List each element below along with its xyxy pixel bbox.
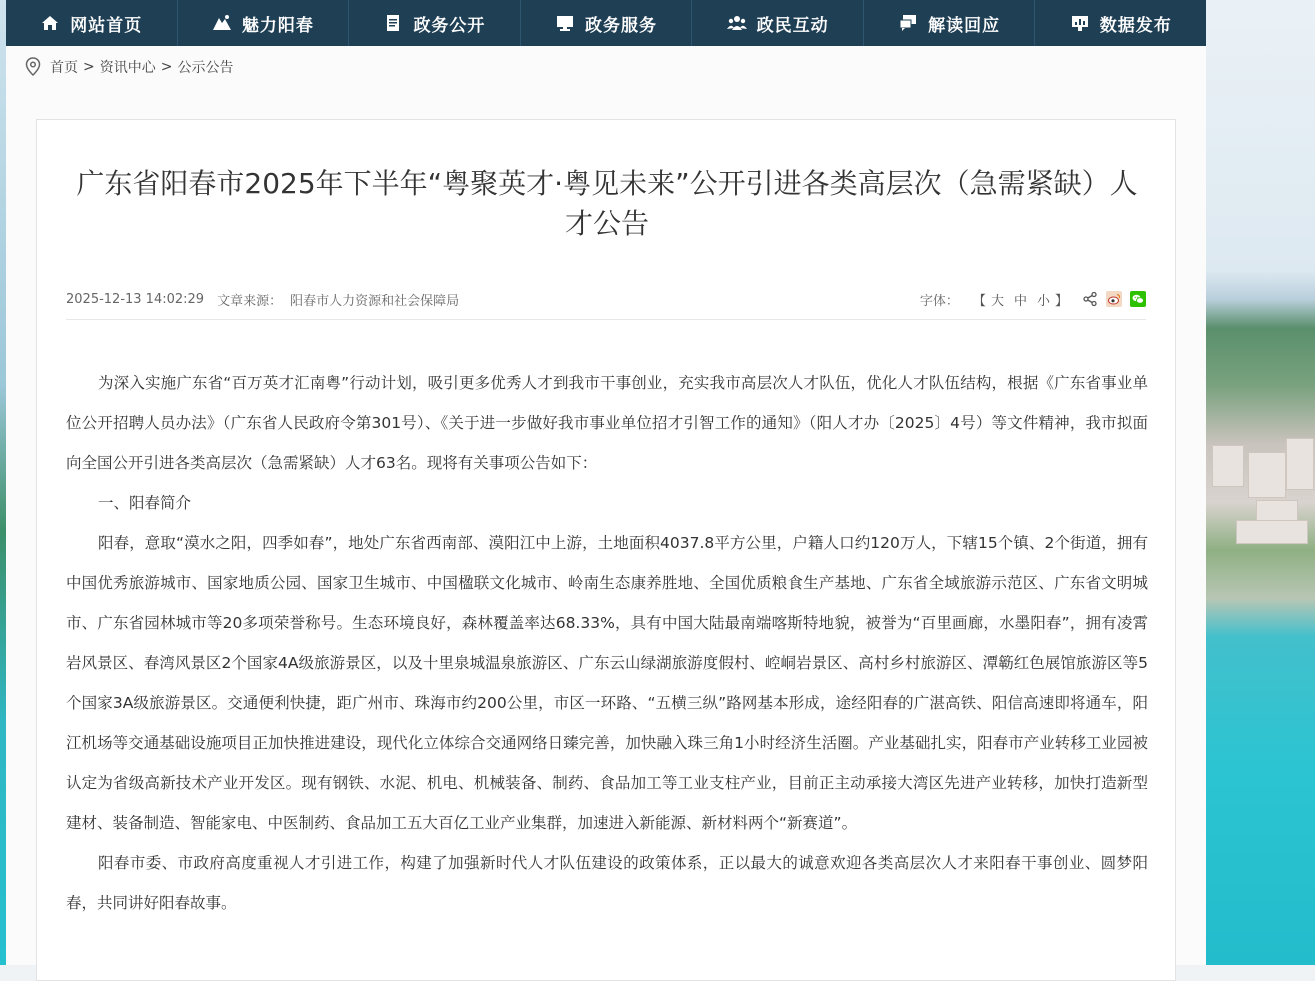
mountain-icon [212,13,232,33]
font-bracket-close: 】 [1054,293,1068,309]
article-card [36,119,1176,981]
nav-label: 政民互动 [756,15,829,36]
monitor-icon [555,13,575,33]
font-size-large[interactable]: 大 [990,293,1004,309]
paragraph: 阳春市委、市政府高度重视人才引进工作，构建了加强新时代人才队伍建设的政策体系，正以最大的诚意欢迎各类高层次人才来阳春干事创业、圆梦阳春，共同讲好阳春故事。 [66,854,1148,912]
people-icon [727,13,747,33]
nav-charm-yangchun[interactable] [178,0,350,46]
nav-home[interactable] [6,0,178,46]
page-container [6,0,1206,965]
article-tools [920,290,1146,309]
wechat-icon[interactable] [1130,291,1146,307]
nav-public-interaction[interactable] [692,0,864,46]
nav-label: 政务公开 [413,15,486,36]
document-icon [383,13,403,33]
source-value: 阳春市人力资源和社会保障局 [290,293,460,309]
paragraph: 阳春，意取“漠水之阳，四季如春”，地处广东省西南部、漠阳江中上游，土地面积4037.8平方公里，户籍人口约120万人，下辖15个镇、2个街道，拥有中国优秀旅游城市、国家地质公园、国家卫生城市、中国楹联文化城市、岭南生态康养胜地、全国优质粮食生产基地、广东省全域旅游示范区、广东省文明城市、广东省园林城市等20多项荣誉称号。生态环境良好，森林覆盖率达68.33%，具有中国大陆最南端喀斯特地貌，被誉为“百里画廊，水墨阳春”，拥有凌霄岩风景区、春湾风景区2个国家4A级旅游景区，以及十里泉城温泉旅游区、广东云山绿湖旅游度假村、崆峒岩景区、高村乡村旅游区、潭簕红色展馆旅游区等5个国家3A级旅游景区。交通便利快捷，距广州市、珠海市约200公里，市区一环路、“五横三纵”路网基本形成，途经阳春的广湛高铁、阳信高速即将通车，阳江机场等交通基础设施项目正加快推进建设，现代化立体综合交通网络日臻完善，加快融入珠三角1小时经济生活圈。产业基础扎实，阳春市产业转移工业园被认定为省级高新技术产业开发区。现有钢铁、水泥、机电、机械装备、制药、食品加工等工业支柱产业，目前正主动承接大湾区先进产业转移，加快打造新型建材、装备制造、智能家电、中医制药、食品加工五大百亿工业产业集群，加速进入新能源、新材料两个“新赛道”。 [66,534,1148,832]
font-size-label: 字体： [919,293,959,309]
nav-label: 解读回应 [928,15,1001,36]
paragraph: 为深入实施广东省“百万英才汇南粤”行动计划，吸引更多优秀人才到我市干事创业，充实我市高层次人才队伍，优化人才队伍结构，根据《广东省事业单位公开招聘人员办法》（广东省人民政府令第301号）、《关于进一步做好我市事业单位招才引智工作的通知》（阳人才办〔2025〕4号）等文件精神，我市拟面向全国公开引进各类高层次（急需紧缺）人才63名。现将有关事项公告如下： [66,374,1148,472]
nav-government-services[interactable] [521,0,693,46]
top-navigation [6,0,1206,46]
article-title: 广东省阳春市2025年下半年“粤聚英才·粤见未来”公开引进各类高层次（急需紧缺）人才公告 [76,167,1138,240]
section-heading: 一、阳春简介 [98,494,192,512]
nav-label: 政务服务 [585,15,658,36]
chat-icon [898,13,918,33]
location-pin-icon [24,57,42,77]
home-icon [40,13,60,33]
breadcrumb-news-center[interactable]: 资讯中心 [99,60,156,76]
nav-label: 网站首页 [70,15,143,36]
nav-label: 数据发布 [1099,15,1172,36]
share-icon[interactable] [1082,291,1098,307]
nav-data-release[interactable] [1035,0,1206,46]
breadcrumb [6,46,1206,88]
nav-label: 魅力阳春 [241,15,314,36]
chart-icon [1070,13,1090,33]
article-body [66,363,1148,923]
breadcrumb-announcements[interactable]: 公示公告 [177,60,234,76]
meta-divider [66,319,1146,320]
publish-date: 2025-12-13 14:02:29 [66,291,205,307]
font-bracket-open: 【 [972,293,986,309]
nav-government-affairs-open[interactable] [349,0,521,46]
breadcrumb-separator: > [160,59,173,75]
background-scenery-right [1206,0,1315,965]
breadcrumb-home[interactable]: 首页 [50,60,78,76]
font-size-medium[interactable]: 中 [1013,293,1027,309]
font-size-small[interactable]: 小 [1036,293,1050,309]
source-label: 文章来源： [217,293,283,309]
breadcrumb-separator: > [83,59,95,75]
article-meta [66,288,1146,310]
weibo-icon[interactable] [1106,291,1122,307]
nav-interpretation-response[interactable] [864,0,1036,46]
